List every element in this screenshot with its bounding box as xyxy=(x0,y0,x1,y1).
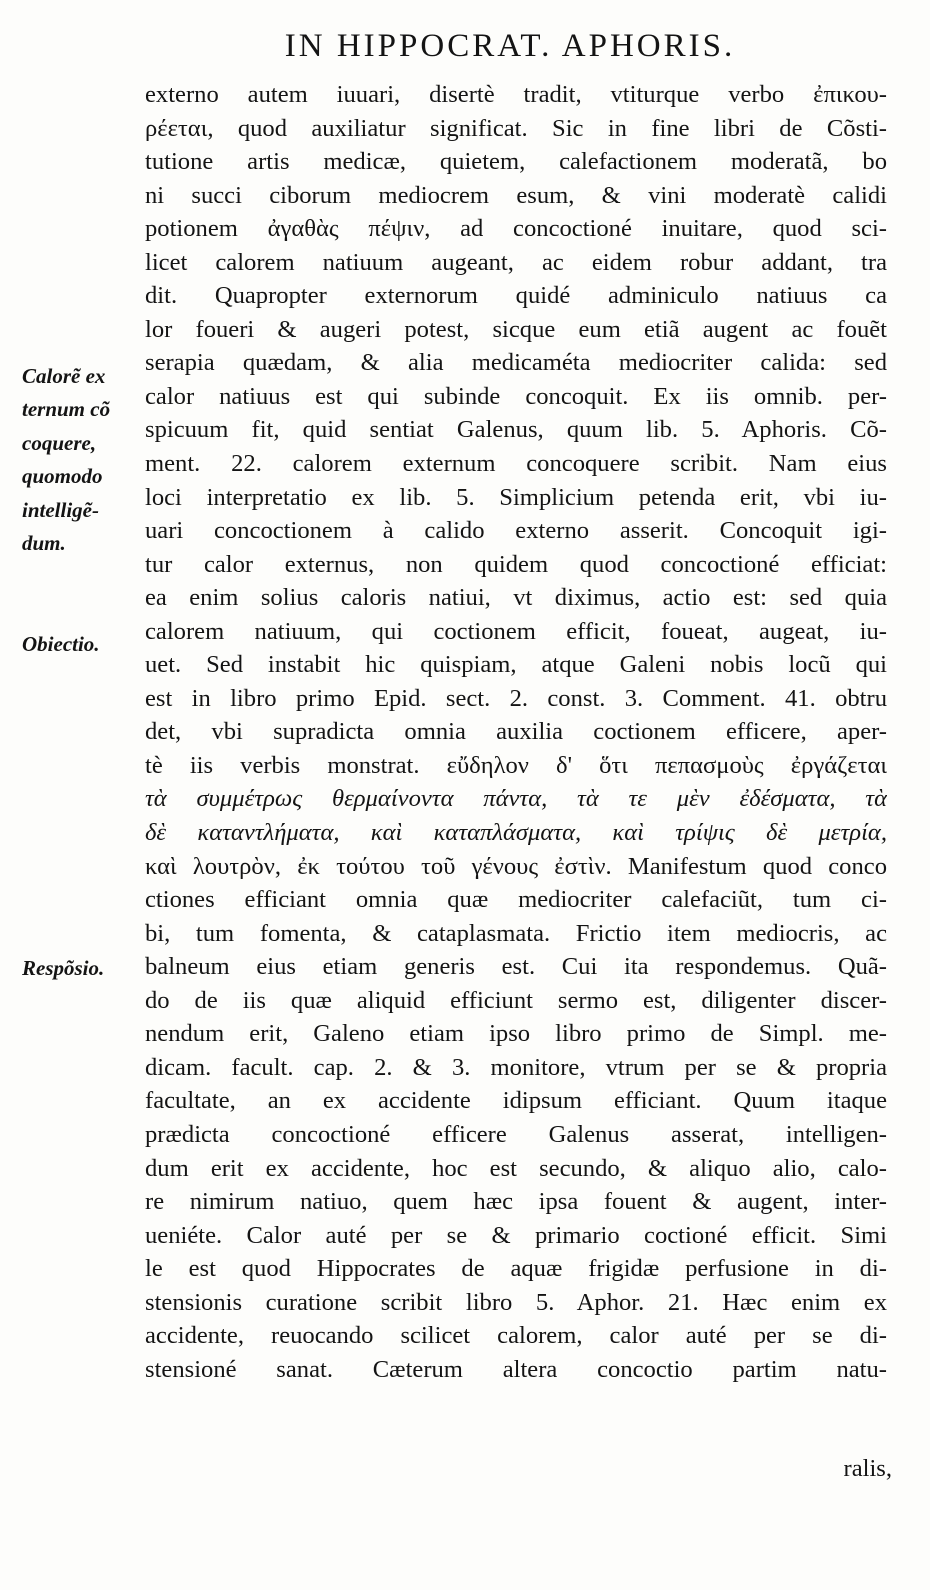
text-line: prædicta concoctioné efficere Galenus asserat, intelligen- xyxy=(145,1120,887,1148)
text-line: potionem ἀγαθὰς πέψιν, ad concoctioné inuitare, quod sci- xyxy=(145,215,887,243)
text-line: ctiones efficiant omnia quæ mediocriter calefaciũt, tum ci- xyxy=(145,886,887,914)
text-line: est in libro primo Epid. sect. 2. const. 3. Comment. 41. obtru xyxy=(145,684,887,712)
margin-note-response: Respõsio. xyxy=(22,956,105,980)
text-line: dit. Quapropter externorum quidé adminiculo natiuus ca xyxy=(145,282,887,310)
text-line: uet. Sed instabit hic quispiam, atque Galeni nobis locũ qui xyxy=(145,651,887,679)
text-line: calorem natiuum, qui coctionem efficit, foueat, augeat, iu- xyxy=(145,617,887,645)
text-line: spicuum fit, quid sentiat Galenus, quum lib. 5. Aphoris. Cõ- xyxy=(145,416,887,444)
text-line: do de iis quæ aliquid efficiunt sermo est, diligenter discer- xyxy=(145,986,887,1014)
text-line: externo autem iuuari, disertè tradit, vtiturque verbo ἐπικου- xyxy=(145,81,887,108)
text-line: καὶ λουτρὸν, ἐκ τούτου τοῦ γένους ἐστὶν. Manifestum quod conco xyxy=(145,852,887,880)
text-line: accidente, reuocando scilicet calorem, calor auté per se di- xyxy=(145,1322,887,1350)
margin-note: ternum cõ xyxy=(22,397,111,421)
margin-note: intelligẽ- xyxy=(22,498,99,522)
text-line: facultate, an ex accidente idipsum efficiant. Quum itaque xyxy=(145,1087,887,1115)
text-line: loci interpretatio ex lib. 5. Simplicium petenda erit, vbi iu- xyxy=(145,483,887,511)
text-line: ni succi ciborum mediocrem esum, & vini moderatè calidi xyxy=(145,181,887,209)
running-head: IN HIPPOCRAT. APHORIS. xyxy=(284,28,736,64)
text-line: balneum eius etiam generis est. Cui ita respondemus. Quã- xyxy=(145,953,887,981)
margin-note: coquere, xyxy=(22,431,97,455)
greek-text-line: τὰ συμμέτρως θερμαίνοντα πάντα, τὰ τε μὲν ἐδέσματα, τὰ xyxy=(145,785,887,813)
margin-note: quomodo xyxy=(22,464,103,488)
greek-text-line: δὲ καταντλήματα, καὶ καταπλάσματα, καὶ τρίψις δὲ μετρία, xyxy=(145,819,887,847)
text-line: ρέεται, quod auxiliatur significat. Sic in fine libri de Cõsti- xyxy=(145,114,887,142)
text-line: serapia quædam, & alia medicaméta mediocriter calida: sed xyxy=(145,349,887,377)
text-line: ueniéte. Calor auté per se & primario coctioné efficit. Simi xyxy=(145,1221,887,1249)
text-line: nendum erit, Galeno etiam ipso libro primo de Simpl. me- xyxy=(145,1020,887,1048)
text-line: calor natiuus est qui subinde concoquit. Ex iis omnib. per- xyxy=(145,382,887,410)
body-text xyxy=(145,78,887,1386)
text-line: dicam. facult. cap. 2. & 3. monitore, vtrum per se & propria xyxy=(145,1053,887,1081)
text-line: ment. 22. calorem externum concoquere scribit. Nam eius xyxy=(145,450,887,478)
text-line: licet calorem natiuum augeant, ac eidem robur addant, tra xyxy=(145,248,887,276)
text-line: lor foueri & augeri potest, sicque eum etiã augent ac fouẽt xyxy=(145,315,887,343)
text-line: re nimirum natiuo, quem hæc ipsa fouent & augent, inter- xyxy=(145,1188,887,1216)
margin-note-objection: Obiectio. xyxy=(22,632,100,656)
text-line: tutione artis medicæ, quietem, calefactionem moderatã, bo xyxy=(145,148,887,176)
text-line: det, vbi supradicta omnia auxilia coctionem efficere, aper- xyxy=(145,718,887,746)
text-line: dum erit ex accidente, hoc est secundo, & aliquo alio, calo- xyxy=(145,1154,887,1182)
text-line: stensioné sanat. Cæterum altera concoctio partim natu- xyxy=(145,1355,887,1383)
margin-note: Calorẽ ex xyxy=(22,364,106,388)
text-line: tur calor externus, non quidem quod concoctioné efficiat: xyxy=(145,550,887,578)
text-line: le est quod Hippocrates de aquæ frigidæ perfusione in di- xyxy=(145,1255,887,1283)
catchword: ralis, xyxy=(843,1455,892,1482)
text-line: bi, tum fomenta, & cataplasmata. Frictio item mediocris, ac xyxy=(145,919,887,947)
text-line: stensionis curatione scribit libro 5. Aphor. 21. Hæc enim ex xyxy=(145,1288,887,1316)
text-line: ea enim solius caloris natiui, vt diximus, actio est: sed quia xyxy=(145,584,887,612)
text-line: uari concoctionem à calido externo asserit. Concoquit igi- xyxy=(145,517,887,545)
text-line: tè iis verbis monstrat. εὔδηλον δ' ὅτι πεπασμοὺς ἐργάζεται xyxy=(145,751,887,779)
margin-note: dum. xyxy=(22,531,66,555)
